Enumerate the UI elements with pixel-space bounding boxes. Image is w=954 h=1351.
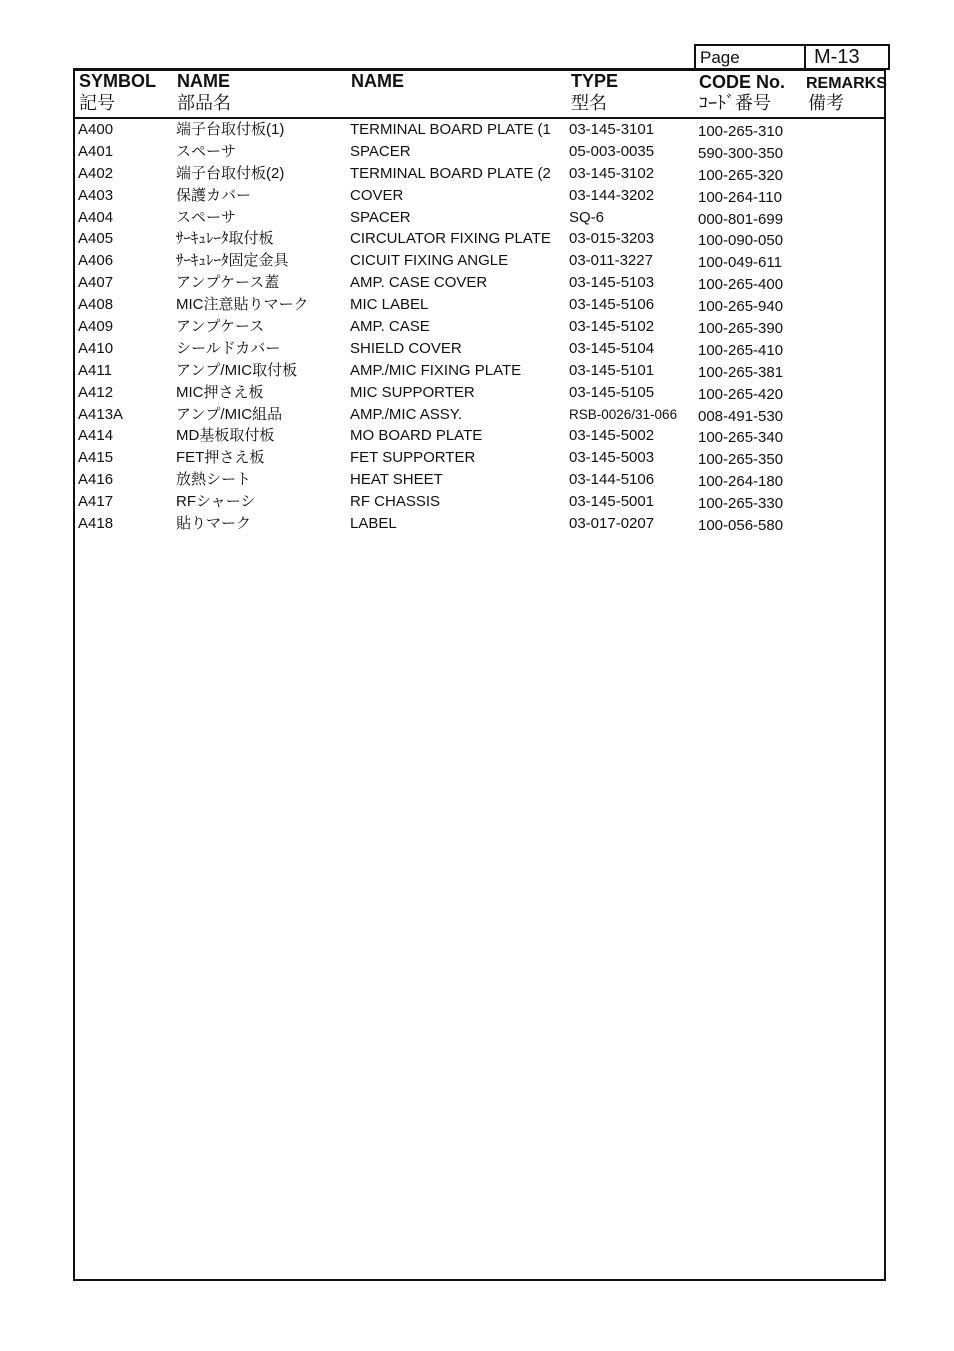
symbol-cell: A414 <box>78 427 114 445</box>
type-cell: 03-011-3227 <box>569 252 653 270</box>
name-jp-cell: 端子台取付板(1) <box>176 121 285 138</box>
type-cell: 03-145-3102 <box>569 164 655 182</box>
symbol-cell: A409 <box>78 318 114 336</box>
type-cell: 03-145-5103 <box>569 274 655 292</box>
table-row <box>78 229 878 251</box>
symbol-cell: A408 <box>78 296 114 314</box>
type-cell: 03-145-5102 <box>569 318 655 336</box>
type-cell: 03-145-5106 <box>569 296 655 314</box>
code-cell: 100-090-050 <box>698 232 784 250</box>
header-name-en: NAME <box>351 71 404 91</box>
name-jp-cell: ｻｰｷｭﾚｰﾀ取付板 <box>176 230 274 248</box>
code-cell: 000-801-699 <box>698 210 784 228</box>
table-row <box>78 295 878 317</box>
name-jp-cell: ｻｰｷｭﾚｰﾀ固定金具 <box>176 252 289 270</box>
name-jp-cell: 貼りマーク <box>176 515 252 533</box>
name-en-cell: COVER <box>350 186 404 204</box>
code-cell: 100-265-940 <box>698 298 784 316</box>
table-row <box>78 208 878 230</box>
page-indicator <box>694 44 890 70</box>
page-box-divider <box>804 46 806 68</box>
table-row <box>78 142 878 164</box>
code-cell: 590-300-350 <box>698 144 784 162</box>
code-cell: 100-265-320 <box>698 166 784 184</box>
name-en-cell: MIC LABEL <box>350 296 429 314</box>
table-row <box>78 120 878 142</box>
symbol-cell: A403 <box>78 186 114 204</box>
symbol-cell: A413A <box>78 405 124 423</box>
symbol-cell: A416 <box>78 471 114 489</box>
name-jp-cell: MD基板取付板 <box>176 427 275 445</box>
page-number: M-13 <box>814 46 860 68</box>
symbol-cell: A406 <box>78 252 114 270</box>
name-jp-cell: スペーサ <box>176 208 237 226</box>
symbol-cell: A411 <box>78 361 112 379</box>
table-row <box>78 251 878 273</box>
name-jp-cell: アンプ/MIC組品 <box>176 405 283 423</box>
name-jp-cell: アンプ/MIC取付板 <box>176 361 298 379</box>
name-en-cell: AMP. CASE COVER <box>350 274 488 292</box>
table-row <box>78 361 878 383</box>
name-en-cell: MIC SUPPORTER <box>350 383 475 401</box>
name-en-cell: FET SUPPORTER <box>350 449 476 467</box>
code-cell: 100-265-420 <box>698 385 784 403</box>
header-name-jp: NAME <box>177 71 230 91</box>
table-row <box>78 470 878 492</box>
name-jp-cell: MIC押さえ板 <box>176 383 264 401</box>
parts-table-body <box>78 120 878 536</box>
type-cell: 03-145-5104 <box>569 339 655 357</box>
symbol-cell: A410 <box>78 339 114 357</box>
name-en-cell: HEAT SHEET <box>350 471 443 489</box>
header-type: TYPE <box>571 71 619 91</box>
name-en-cell: AMP./MIC FIXING PLATE <box>350 361 522 379</box>
type-cell: 03-145-5105 <box>569 383 655 401</box>
code-cell: 100-265-350 <box>698 451 784 469</box>
name-en-cell: CIRCULATOR FIXING PLATE <box>350 230 551 248</box>
header-type-jp: 型名 <box>571 93 607 113</box>
type-cell: 03-145-5101 <box>569 361 655 379</box>
name-jp-cell: アンプケース <box>176 318 265 336</box>
header-symbol-jp: 記号 <box>79 93 115 113</box>
symbol-cell: A405 <box>78 230 114 248</box>
code-cell: 100-265-310 <box>698 123 784 140</box>
header-rule <box>73 117 886 119</box>
name-jp-cell: 保護カバー <box>176 186 252 204</box>
code-cell: 100-056-580 <box>698 517 784 535</box>
name-en-cell: CICUIT FIXING ANGLE <box>350 252 509 270</box>
header-code: CODE No. <box>699 72 786 92</box>
type-cell: 03-144-3202 <box>569 186 655 204</box>
table-row <box>78 383 878 405</box>
code-cell: 100-264-110 <box>698 188 782 206</box>
code-cell: 100-265-330 <box>698 495 784 513</box>
name-en-cell: AMP. CASE <box>350 318 430 336</box>
code-cell: 100-265-381 <box>698 363 784 381</box>
symbol-cell: A418 <box>78 515 114 533</box>
type-cell: 03-145-5001 <box>569 493 655 511</box>
symbol-cell: A400 <box>78 121 114 138</box>
name-jp-cell: MIC注意貼りマーク <box>176 296 309 314</box>
table-row <box>78 273 878 295</box>
table-row <box>78 405 878 427</box>
name-jp-cell: 端子台取付板(2) <box>176 164 285 182</box>
type-cell: 03-015-3203 <box>569 230 655 248</box>
table-row <box>78 186 878 208</box>
code-cell: 100-265-400 <box>698 276 784 294</box>
name-en-cell: TERMINAL BOARD PLATE (1 <box>350 121 551 138</box>
type-cell: 03-017-0207 <box>569 515 655 533</box>
type-cell: 03-145-5002 <box>569 427 655 445</box>
table-row <box>78 339 878 361</box>
name-jp-cell: 放熱シート <box>176 471 252 489</box>
symbol-cell: A402 <box>78 164 114 182</box>
symbol-cell: A404 <box>78 208 114 226</box>
symbol-cell: A412 <box>78 383 114 401</box>
table-row <box>78 492 878 514</box>
symbol-cell: A401 <box>78 142 114 160</box>
code-cell: 100-049-611 <box>698 254 782 272</box>
header-remarks-jp: 備考 <box>808 93 844 113</box>
code-cell: 100-265-390 <box>698 320 784 338</box>
name-en-cell: SPACER <box>350 208 411 226</box>
type-cell: SQ-6 <box>569 208 605 226</box>
type-cell: 03-144-5106 <box>569 471 655 489</box>
code-cell: 008-491-530 <box>698 407 784 425</box>
header-name-jp-kanji: 部品名 <box>177 93 231 113</box>
name-en-cell: TERMINAL BOARD PLATE (2 <box>350 164 551 182</box>
header-symbol: SYMBOL <box>79 71 157 91</box>
page-label: Page <box>700 48 740 67</box>
type-cell: RSB-0026/31-066 <box>569 406 678 422</box>
name-en-cell: SPACER <box>350 142 411 160</box>
table-row <box>78 426 878 448</box>
type-cell: 03-145-5003 <box>569 449 655 467</box>
name-jp-cell: FET押さえ板 <box>176 449 265 467</box>
name-jp-cell: シールドカバー <box>176 339 281 357</box>
table-row <box>78 164 878 186</box>
header-code-jp: ｺｰﾄﾞ番号 <box>699 93 771 113</box>
code-cell: 100-265-410 <box>698 341 784 359</box>
type-cell: 05-003-0035 <box>569 142 655 160</box>
name-en-cell: RF CHASSIS <box>350 493 441 511</box>
name-en-cell: MO BOARD PLATE <box>350 427 483 445</box>
type-cell: 03-145-3101 <box>569 121 655 138</box>
name-jp-cell: アンプケース蓋 <box>176 274 280 292</box>
name-jp-cell: スペーサ <box>176 142 237 160</box>
header-remarks: REMARKS <box>806 75 887 92</box>
table-row <box>78 514 878 536</box>
name-en-cell: AMP./MIC ASSY. <box>350 405 462 423</box>
code-cell: 100-264-180 <box>698 473 784 491</box>
symbol-cell: A417 <box>78 493 114 511</box>
name-en-cell: SHIELD COVER <box>350 339 462 357</box>
name-jp-cell: RFシャーシ <box>176 493 256 511</box>
code-cell: 100-265-340 <box>698 429 784 447</box>
table-row <box>78 317 878 339</box>
symbol-cell: A415 <box>78 449 114 467</box>
name-en-cell: LABEL <box>350 515 397 533</box>
symbol-cell: A407 <box>78 274 114 292</box>
table-row <box>78 448 878 470</box>
